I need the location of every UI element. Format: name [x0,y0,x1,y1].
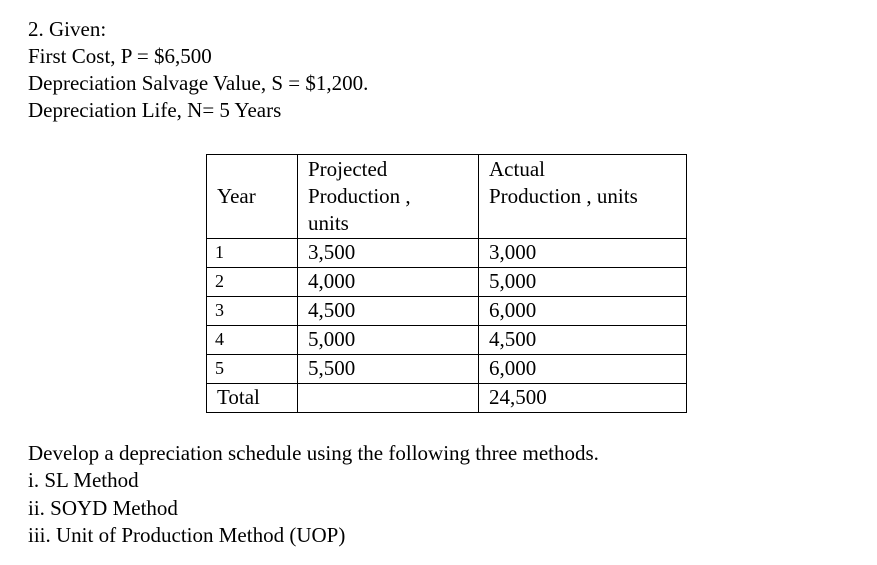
cell-projected: 3,500 [298,239,479,268]
header-projected-line2: Production , [308,184,411,208]
production-table [206,154,687,413]
header-projected-production [298,155,479,239]
cell-year: 1 [207,239,298,268]
table-total-row [207,384,687,413]
table-header-row [207,155,687,239]
first-cost-line: First Cost, P = $6,500 [28,44,212,68]
cell-actual: 4,500 [479,326,687,355]
cell-projected: 5,500 [298,355,479,384]
cell-actual: 6,000 [479,297,687,326]
method-uop: iii. Unit of Production Method (UOP) [28,523,346,547]
task-section [28,440,599,550]
cell-actual: 5,000 [479,268,687,297]
cell-year: 4 [207,326,298,355]
table-row [207,355,687,384]
cell-total-projected [298,384,479,413]
cell-year: 3 [207,297,298,326]
given-heading: 2. Given: [28,17,107,41]
cell-total-actual: 24,500 [479,384,687,413]
task-instruction: Develop a depreciation schedule using the following three methods. [28,441,599,465]
cell-projected: 4,000 [298,268,479,297]
cell-projected: 5,000 [298,326,479,355]
cell-projected: 4,500 [298,297,479,326]
header-actual-line1: Actual [489,157,545,181]
cell-actual: 6,000 [479,355,687,384]
depreciation-life-line: Depreciation Life, N= 5 Years [28,98,282,122]
given-section [28,16,368,124]
cell-actual: 3,000 [479,239,687,268]
header-actual-line2: Production , units [489,184,638,208]
cell-year: 5 [207,355,298,384]
table-row [207,268,687,297]
method-sl: i. SL Method [28,468,139,492]
header-projected-line3: units [308,211,349,235]
cell-year: 2 [207,268,298,297]
header-year: Year [207,155,298,239]
header-actual-production [479,155,687,239]
salvage-value-line: Depreciation Salvage Value, S = $1,200. [28,71,369,95]
table-row [207,326,687,355]
header-projected-line1: Projected [308,157,388,181]
method-soyd: ii. SOYD Method [28,495,178,520]
table-row [207,239,687,268]
table-row [207,297,687,326]
cell-total-label: Total [207,384,298,413]
